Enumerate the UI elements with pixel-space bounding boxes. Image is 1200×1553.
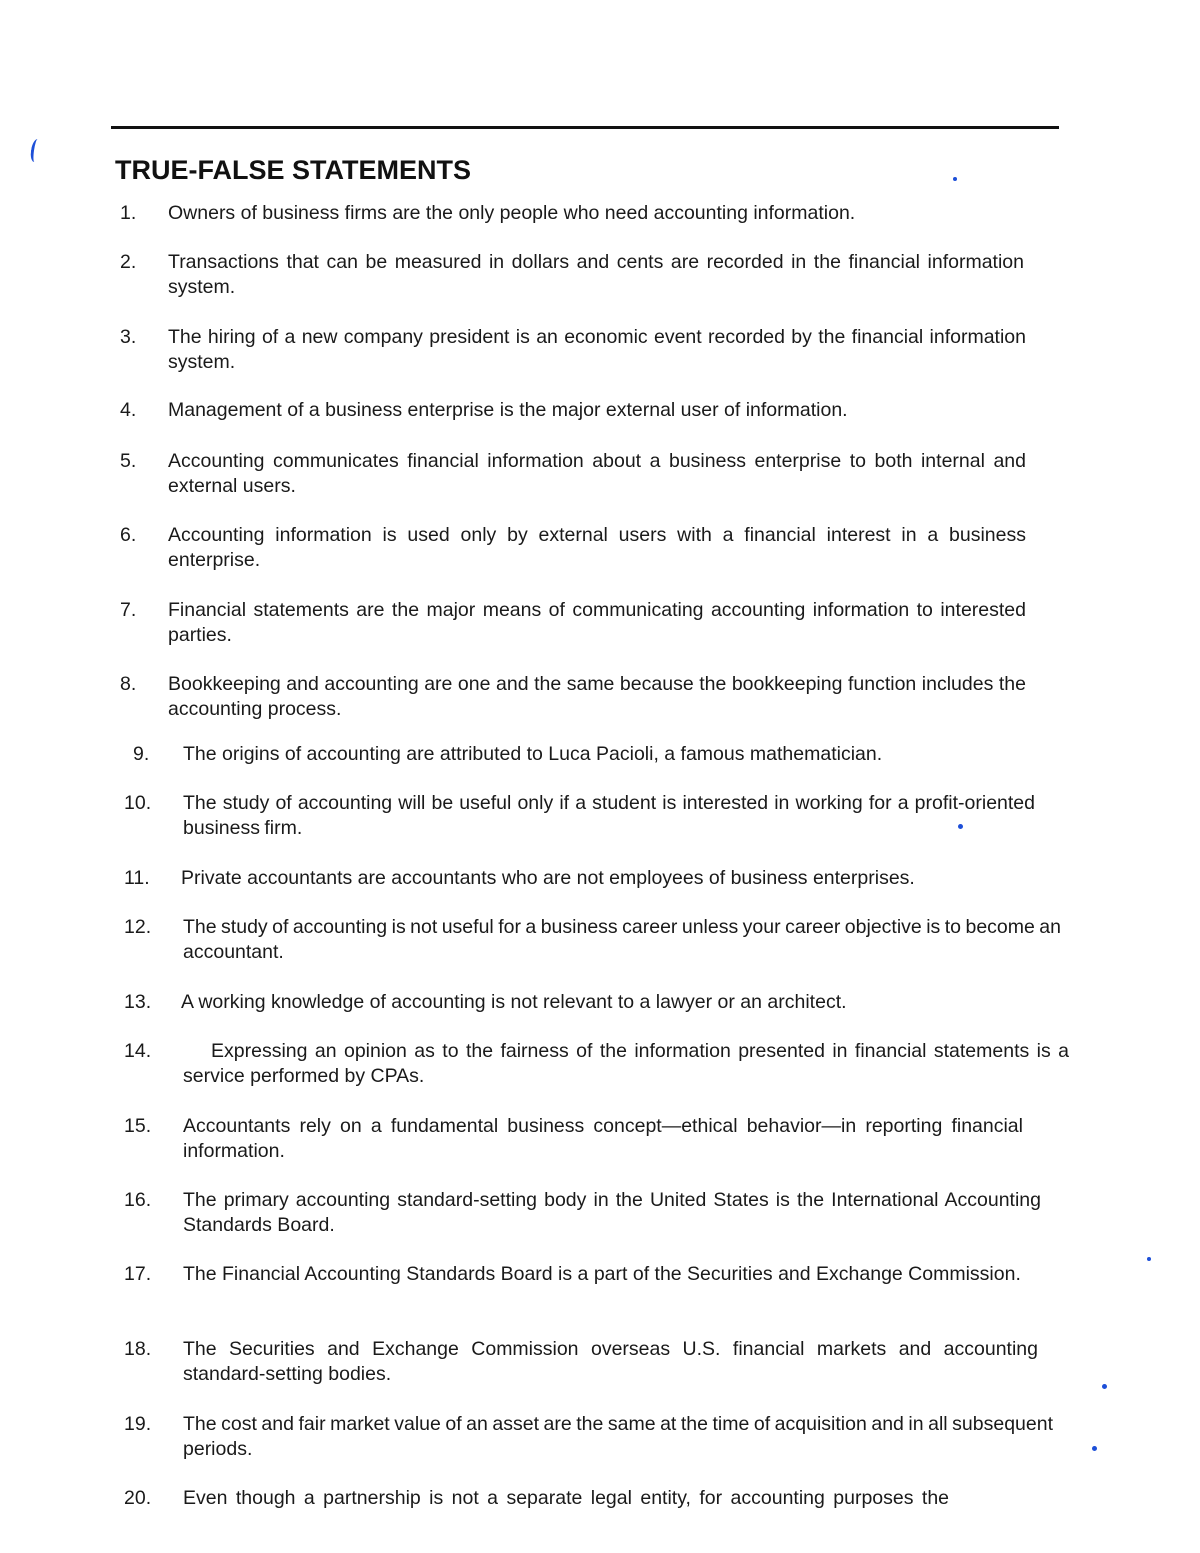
item-number: 2. [120,251,137,273]
item-number: 12. [124,916,152,938]
item-number: 10. [124,792,152,814]
pen-mark-bracket [29,139,42,162]
item-number: 20. [124,1487,152,1509]
pen-mark-dot [953,177,957,181]
top-rule [111,126,1059,129]
item-number: 16. [124,1189,152,1211]
item-number: 19. [124,1413,152,1435]
item-number: 7. [120,599,137,621]
item-text: The Securities and Exchange Commission overseas U.S. financial markets and accounting standard-setting bodies. [183,1338,1038,1385]
item-number: 13. [124,991,152,1013]
item-text: Accountants rely on a fundamental business concept—ethical behavior—in reporting financial information. [183,1115,1023,1162]
item-number: 9. [133,743,150,765]
item-number: 5. [120,450,137,472]
item-text: Owners of business firms are the only people who need accounting information. [168,202,856,224]
item-text: The primary accounting standard-setting body in the United States is the International Accounting Standards Board. [183,1189,1041,1236]
item-number: 14. [124,1040,152,1062]
item-number: 17. [124,1263,152,1285]
item-text: Management of a business enterprise is the major external user of information. [168,399,848,421]
item-number: 1. [120,202,137,224]
item-number: 4. [120,399,137,421]
item-text: Bookkeeping and accounting are one and the same because the bookkeeping function includes the accounting process. [168,673,1026,720]
item-text: Accounting communicates financial information about a business enterprise to both internal and external users. [168,450,1026,497]
pen-mark-dot [1092,1446,1097,1451]
item-number: 6. [120,524,137,546]
item-number: 3. [120,326,137,348]
item-number: 8. [120,673,137,695]
item-text: Financial statements are the major means of communicating accounting information to interested parties. [168,599,1026,646]
item-text: The origins of accounting are attributed to Luca Pacioli, a famous mathematician. [183,743,883,765]
item-text: The study of accounting is not useful for a business career unless your career objective is to become an accountant. [183,916,1061,963]
item-number: 15. [124,1115,152,1137]
item-text: Expressing an opinion as to the fairness of the information presented in financial statements is a service performed by CPAs. [183,1040,1069,1087]
item-text: A working knowledge of accounting is not relevant to a lawyer or an architect. [181,991,847,1013]
item-text: The study of accounting will be useful only if a student is interested in working for a profit-oriented business firm. [183,792,1035,839]
item-text: Transactions that can be measured in dollars and cents are recorded in the financial information system. [168,251,1024,298]
item-number: 18. [124,1338,152,1360]
item-number: 11. [124,867,150,889]
item-text: The hiring of a new company president is an economic event recorded by the financial information system. [168,326,1026,373]
page-title: TRUE-FALSE STATEMENTS [115,155,471,185]
item-text: The cost and fair market value of an asset are the same at the time of acquisition and in all subsequent periods. [183,1413,1053,1460]
pen-mark-dot [1102,1384,1107,1389]
pen-mark-dot [1147,1257,1151,1261]
item-text: Even though a partnership is not a separate legal entity, for accounting purposes the [183,1487,950,1509]
item-text: The Financial Accounting Standards Board is a part of the Securities and Exchange Commission. [183,1263,1021,1285]
item-text: Private accountants are accountants who are not employees of business enterprises. [181,867,915,889]
item-text: Accounting information is used only by external users with a financial interest in a business enterprise. [168,524,1026,571]
